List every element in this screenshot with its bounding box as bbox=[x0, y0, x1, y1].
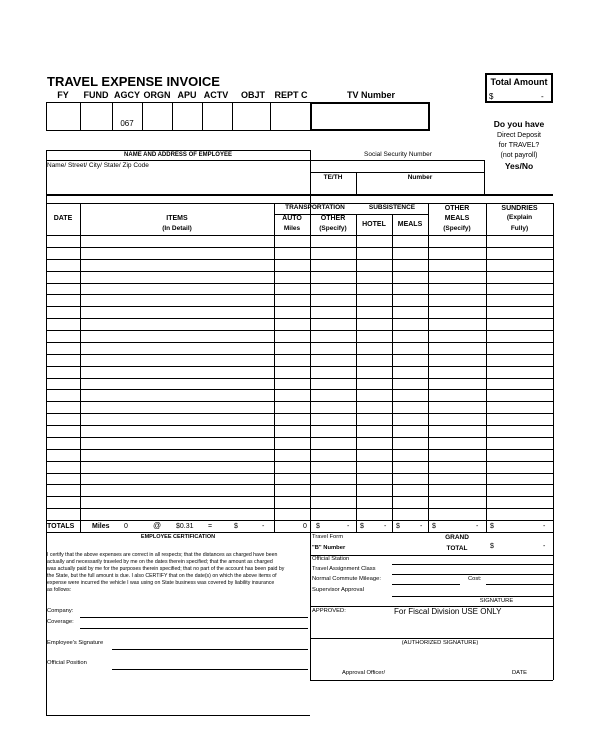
table-row-rule bbox=[46, 425, 553, 426]
page-title: TRAVEL EXPENSE INVOICE bbox=[47, 74, 220, 89]
col-other-meals-specify: (Specify) bbox=[443, 225, 471, 232]
table-row-rule bbox=[46, 330, 553, 331]
table-row-rule bbox=[46, 484, 553, 485]
col-sundries-fully: Fully) bbox=[510, 225, 529, 232]
tv-number-field[interactable] bbox=[310, 102, 430, 131]
coverage-label: Coverage: bbox=[47, 619, 74, 625]
col-items-sub: (In Detail) bbox=[162, 225, 192, 232]
number-label: Number bbox=[407, 174, 433, 181]
table-row-rule bbox=[46, 473, 553, 474]
totals-auto-miles: 0 bbox=[303, 523, 307, 530]
totals-hotel-dollar: $ bbox=[360, 523, 364, 530]
code-label-rept: REPT C bbox=[274, 90, 308, 100]
col-date: DATE bbox=[53, 215, 73, 222]
code-label-agcy: AGCY bbox=[113, 90, 140, 100]
ssn-label: Social Security Number bbox=[364, 151, 432, 158]
totals-other-dash: - bbox=[347, 523, 350, 530]
table-row-rule bbox=[46, 366, 553, 367]
code-label-objt: OBJT bbox=[240, 90, 265, 100]
table-row-rule bbox=[46, 461, 553, 462]
totals-other-meals-dollar: $ bbox=[432, 523, 436, 530]
table-row-rule bbox=[46, 508, 553, 509]
cert-line-3: was actually paid by me for the purposes therein specified; that no part of the account has been paid by bbox=[47, 566, 285, 572]
deposit-question-2: Direct Deposit bbox=[497, 132, 541, 139]
col-other-meals-2: MEALS bbox=[444, 215, 470, 222]
totals-meals-dash: - bbox=[420, 523, 423, 530]
cert-heading: EMPLOYEE CERTIFICATION bbox=[140, 534, 216, 540]
grand-label: GRAND bbox=[445, 534, 469, 541]
col-other-meals: OTHER bbox=[444, 205, 470, 212]
signature-label: Employee's Signature bbox=[47, 640, 104, 646]
totals-miles-label: Miles bbox=[92, 523, 110, 530]
totals-label: TOTALS bbox=[47, 523, 75, 530]
col-subsistence: SUBSISTENCE bbox=[368, 204, 416, 211]
company-label: Company: bbox=[47, 608, 74, 614]
employee-name-line[interactable]: Name/ Street/ City/ State/ Zip Code bbox=[47, 162, 149, 169]
table-row-rule bbox=[46, 342, 553, 343]
table-row-rule bbox=[46, 294, 553, 295]
col-miles: Miles bbox=[283, 225, 301, 232]
totals-equals: = bbox=[208, 523, 213, 530]
table-row-rule bbox=[46, 413, 553, 414]
cert-line-1: I certify that the above expenses are correct in all respects; that the distances as charged have been bbox=[47, 552, 278, 558]
totals-meals-dollar: $ bbox=[396, 523, 400, 530]
employee-name-header: NAME AND ADDRESS OF EMPLOYEE bbox=[124, 152, 232, 158]
position-label: Official Position bbox=[47, 660, 87, 666]
totals-hotel-dash: - bbox=[384, 523, 387, 530]
deposit-answer[interactable]: Yes/No bbox=[504, 161, 534, 171]
approval-officer-label: Approval Officer/ bbox=[342, 670, 386, 676]
table-row-rule bbox=[46, 389, 553, 390]
totals-sundries-dash: - bbox=[543, 523, 546, 530]
totals-miles-value: 0 bbox=[124, 523, 128, 530]
table-row-rule bbox=[46, 449, 553, 450]
table-row-rule bbox=[46, 306, 553, 307]
cert-line-2: actually and necessarily traveled by me on the dates therein specified; that the amount as charged bbox=[47, 559, 273, 565]
commute-label: Normal Commute Mileage: bbox=[312, 576, 381, 582]
agcy-value: 067 bbox=[120, 119, 134, 128]
totals-sundries-dollar: $ bbox=[490, 523, 494, 530]
teth-label: TE/TH bbox=[323, 174, 343, 181]
b-number-label: "B" Number bbox=[312, 545, 346, 551]
table-row-rule bbox=[46, 496, 553, 497]
date-label: DATE bbox=[512, 670, 528, 676]
totals-at: @ bbox=[153, 521, 162, 530]
grand-total-dollar: $ bbox=[490, 543, 494, 550]
total-amount-dollar: $ bbox=[489, 92, 494, 101]
code-label-fund: FUND bbox=[83, 90, 109, 100]
cert-line-6: as follows: bbox=[47, 587, 72, 593]
code-label-fy: FY bbox=[57, 90, 69, 100]
table-row-rule bbox=[46, 259, 553, 260]
cost-label: Cost: bbox=[468, 576, 482, 582]
totals-items-dash: - bbox=[262, 523, 265, 530]
authorized-signature-label: (AUTHORIZED SIGNATURE) bbox=[401, 640, 479, 646]
col-other: OTHER bbox=[320, 215, 346, 222]
table-row-rule bbox=[46, 354, 553, 355]
code-label-actv: ACTV bbox=[203, 90, 229, 100]
totals-other-meals-dash: - bbox=[476, 523, 479, 530]
totals-items-dollar: $ bbox=[234, 523, 238, 530]
col-transportation: TRANSPORTATION bbox=[285, 204, 345, 211]
deposit-question-4: (not payroll) bbox=[500, 152, 538, 159]
official-station-label: Official Station bbox=[312, 556, 350, 562]
table-row-rule bbox=[46, 318, 553, 319]
cert-line-5: expense were incurred the vehicle I was using on State business was covered by liability insurance bbox=[47, 580, 275, 586]
table-row-rule bbox=[46, 437, 553, 438]
cert-line-4: the State, but the full amount is due. I also CERTIFY that on the date(s) on which the above items of bbox=[47, 573, 277, 579]
table-row-rule bbox=[46, 401, 553, 402]
signature-caption: SIGNATURE bbox=[479, 598, 514, 604]
supervisor-label: Supervisor Approval bbox=[312, 587, 364, 593]
table-row-rule bbox=[46, 271, 553, 272]
total-amount-label: Total Amount bbox=[490, 77, 548, 87]
totals-other-dollar: $ bbox=[316, 523, 320, 530]
table-row-rule bbox=[46, 283, 553, 284]
col-items: ITEMS bbox=[166, 215, 188, 222]
code-label-orgn: ORGN bbox=[143, 90, 171, 100]
col-hotel: HOTEL bbox=[362, 221, 386, 228]
assignment-class-label: Travel Assignment Class bbox=[312, 566, 376, 572]
col-auto: AUTO bbox=[282, 215, 302, 222]
total-amount-value: - bbox=[541, 92, 544, 101]
fiscal-use-label: For Fiscal Division USE ONLY bbox=[394, 607, 502, 616]
col-sundries-explain: (Explain bbox=[506, 214, 533, 221]
table-row-rule bbox=[46, 247, 553, 248]
col-other-specify: (Specify) bbox=[319, 225, 347, 232]
travel-form-label: Travel Form bbox=[312, 534, 344, 540]
totals-rate: $0.31 bbox=[176, 523, 194, 530]
grand-total-value: - bbox=[543, 543, 546, 550]
code-label-apu: APU bbox=[177, 90, 197, 100]
tv-number-label: TV Number bbox=[346, 90, 395, 100]
deposit-question-3: for TRAVEL? bbox=[498, 142, 540, 149]
col-sundries: SUNDRIES bbox=[501, 205, 538, 212]
approved-label: APPROVED: bbox=[312, 608, 346, 614]
table-row-rule bbox=[46, 378, 553, 379]
total-label: TOTAL bbox=[446, 545, 468, 552]
deposit-question-1: Do you have bbox=[493, 119, 545, 129]
col-meals: MEALS bbox=[397, 221, 423, 228]
